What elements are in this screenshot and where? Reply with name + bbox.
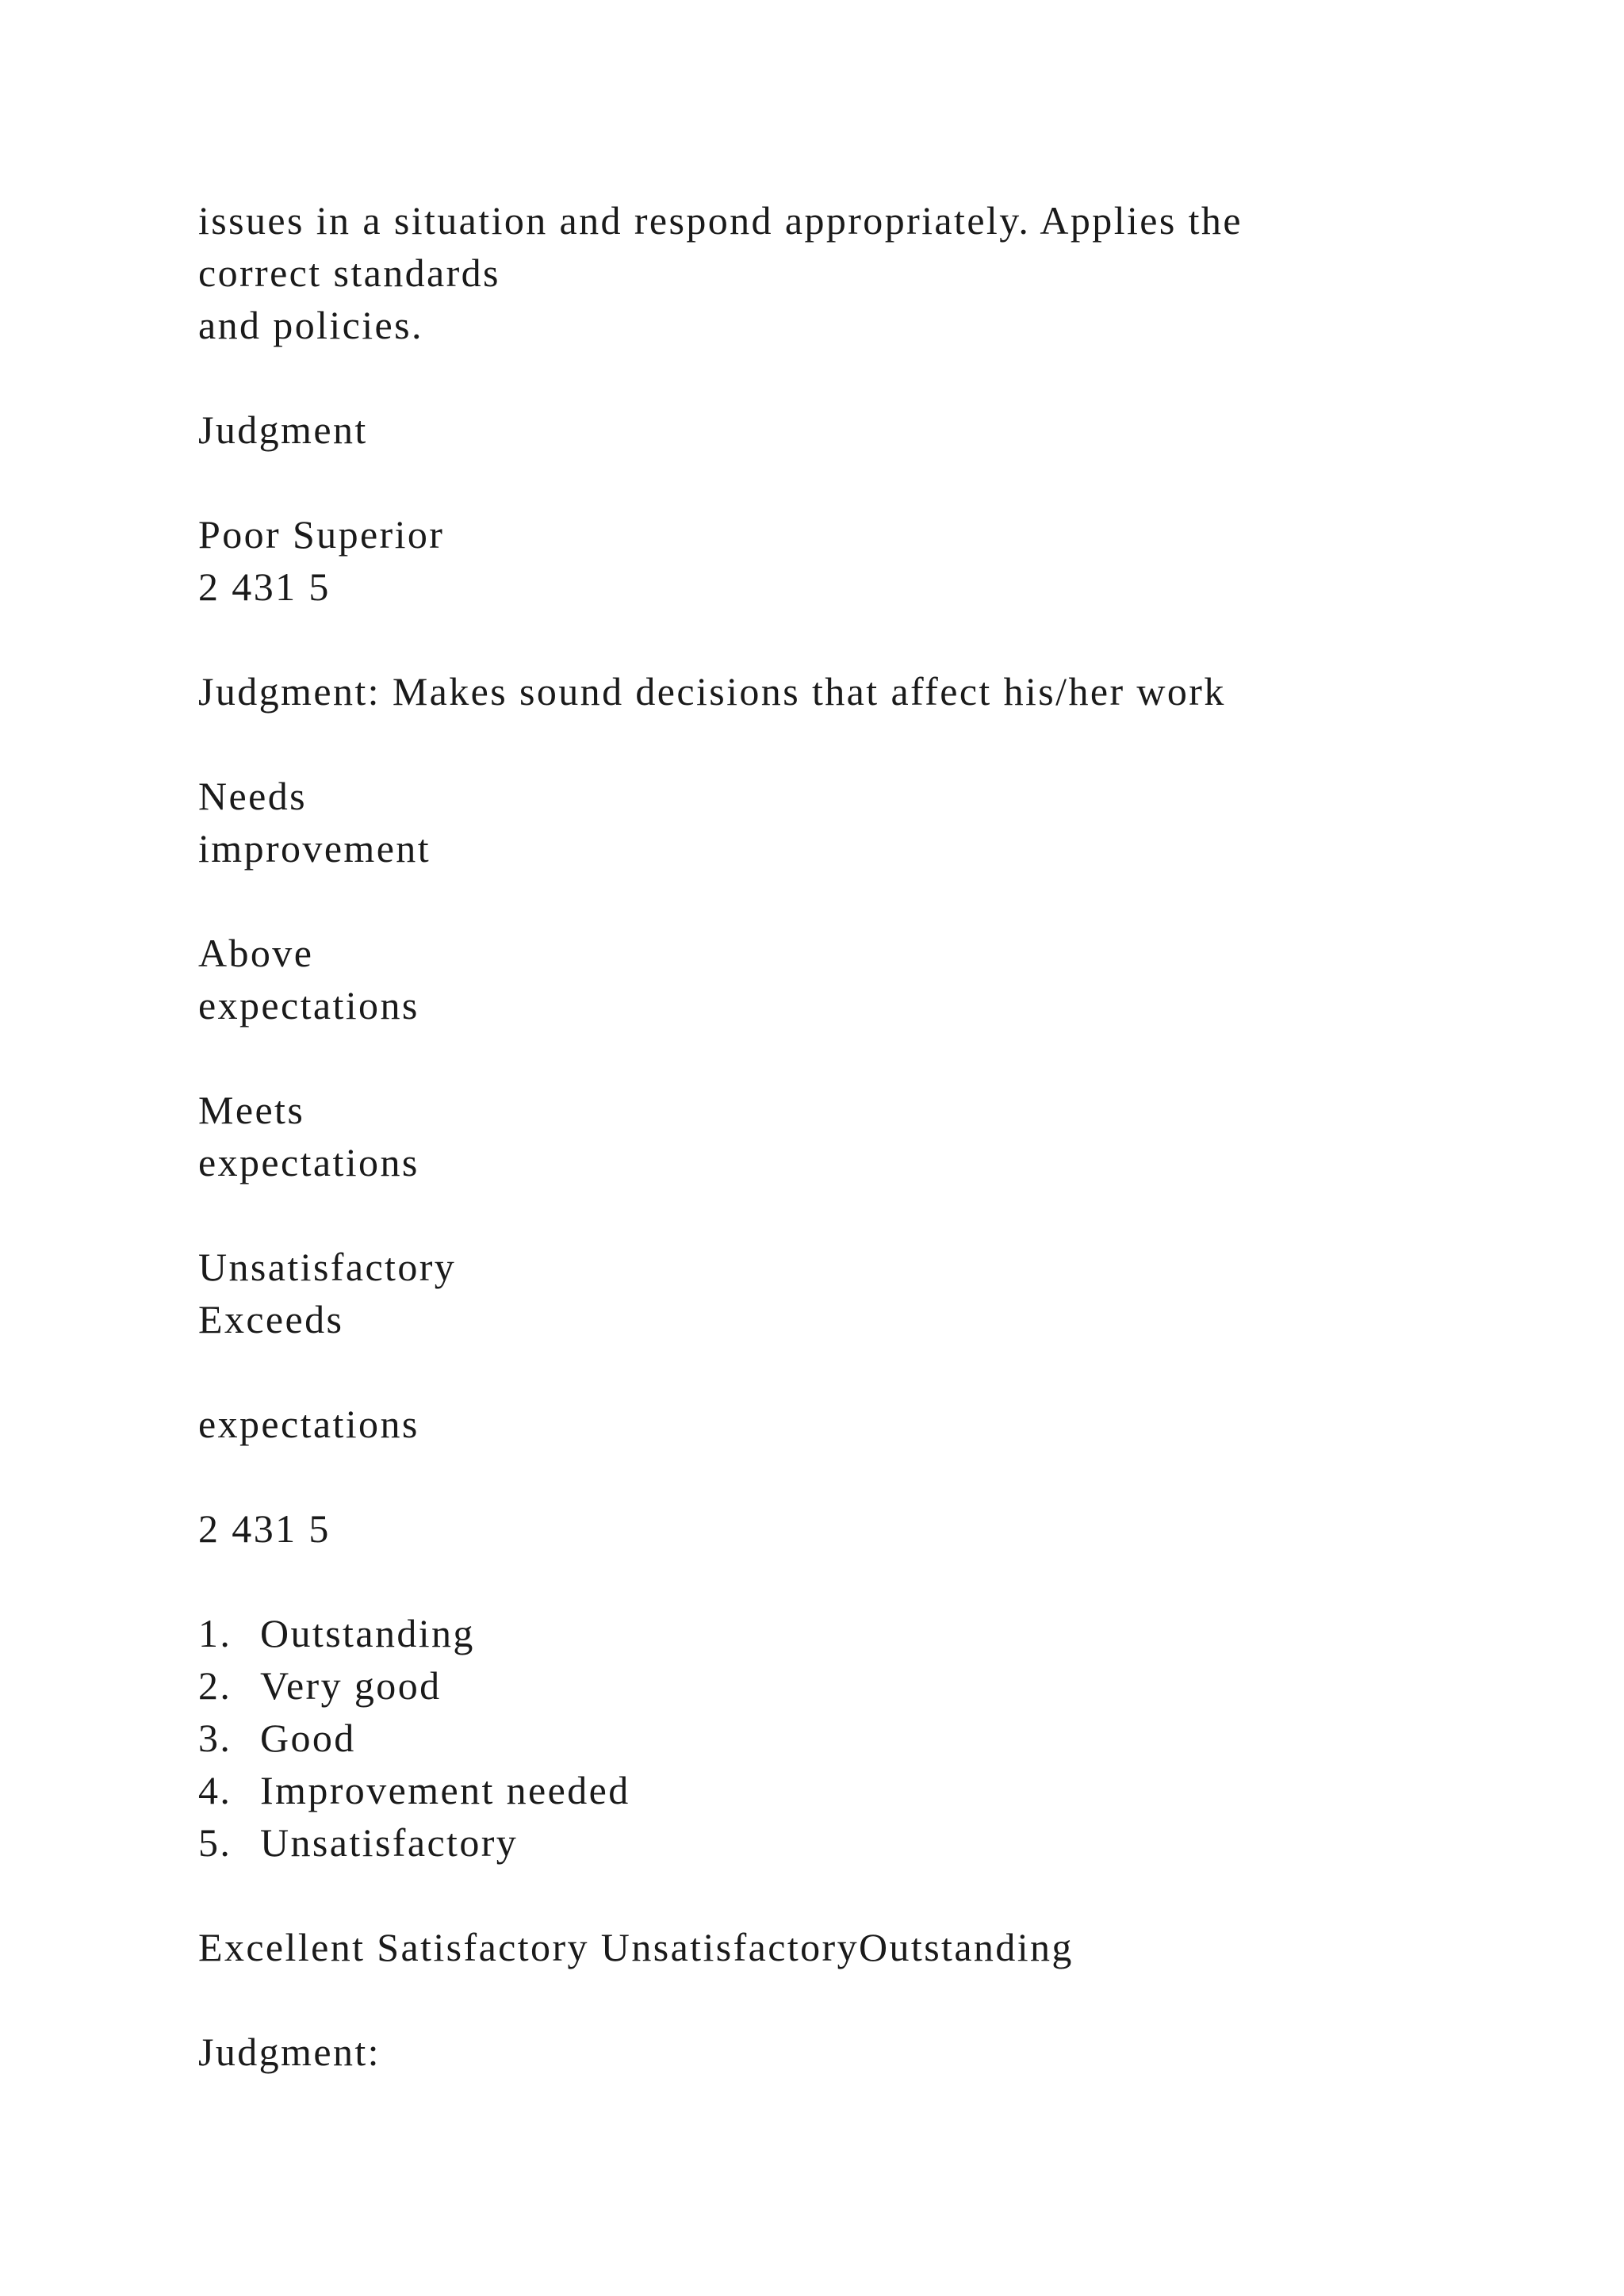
list-number: 3. xyxy=(198,1716,232,1760)
list-item xyxy=(198,1659,1435,1712)
spacer xyxy=(198,1973,1435,2026)
expectations-label: expectations xyxy=(198,1402,419,1446)
above-expectations-line-1: Above xyxy=(198,931,314,975)
spacer xyxy=(198,874,1435,927)
document-page xyxy=(198,194,1435,2078)
list-label: Good xyxy=(260,1716,356,1760)
spacer xyxy=(198,718,1435,770)
needs-improvement-line-2: improvement xyxy=(198,826,431,871)
spacer xyxy=(198,1031,1435,1084)
spacer xyxy=(198,351,1435,404)
list-item xyxy=(198,1764,1435,1816)
spacer xyxy=(198,1188,1435,1241)
list-item xyxy=(198,1712,1435,1764)
list-label: Outstanding xyxy=(260,1611,475,1655)
list-number: 1. xyxy=(198,1611,232,1655)
spacer xyxy=(198,613,1435,665)
spacer xyxy=(198,1555,1435,1607)
exceeds-label: Exceeds xyxy=(198,1297,344,1341)
spacer xyxy=(198,1869,1435,1921)
list-item xyxy=(198,1816,1435,1869)
list-label: Very good xyxy=(260,1663,442,1708)
scale-numbers-repeat: 2 431 5 xyxy=(198,1506,331,1551)
scale-numbers: 2 431 5 xyxy=(198,564,331,609)
intro-line-3: and policies. xyxy=(198,303,423,347)
rating-words: Excellent Satisfactory UnsatisfactoryOutstanding xyxy=(198,1925,1074,1969)
meets-expectations-line-1: Meets xyxy=(198,1088,305,1132)
unsatisfactory-label: Unsatisfactory xyxy=(198,1245,457,1289)
closing-label: Judgment: xyxy=(198,2030,381,2074)
list-item xyxy=(198,1607,1435,1659)
above-expectations-line-2: expectations xyxy=(198,983,419,1027)
meets-expectations-line-2: expectations xyxy=(198,1140,419,1184)
list-label: Improvement needed xyxy=(260,1768,630,1812)
spacer xyxy=(198,1345,1435,1398)
list-label: Unsatisfactory xyxy=(260,1820,519,1865)
section-title: Judgment xyxy=(198,408,368,452)
list-number: 2. xyxy=(198,1663,232,1708)
list-number: 4. xyxy=(198,1768,232,1812)
rating-list xyxy=(198,1607,1435,1869)
criterion-text: Judgment: Makes sound decisions that affect his/her work xyxy=(198,669,1226,714)
needs-improvement-line-1: Needs xyxy=(198,774,307,818)
spacer xyxy=(198,1450,1435,1502)
scale-labels: Poor Superior xyxy=(198,512,445,557)
list-number: 5. xyxy=(198,1820,232,1865)
spacer xyxy=(198,456,1435,508)
intro-line-1: issues in a situation and respond appropriately. Applies the xyxy=(198,198,1243,243)
intro-line-2: correct standards xyxy=(198,251,500,295)
